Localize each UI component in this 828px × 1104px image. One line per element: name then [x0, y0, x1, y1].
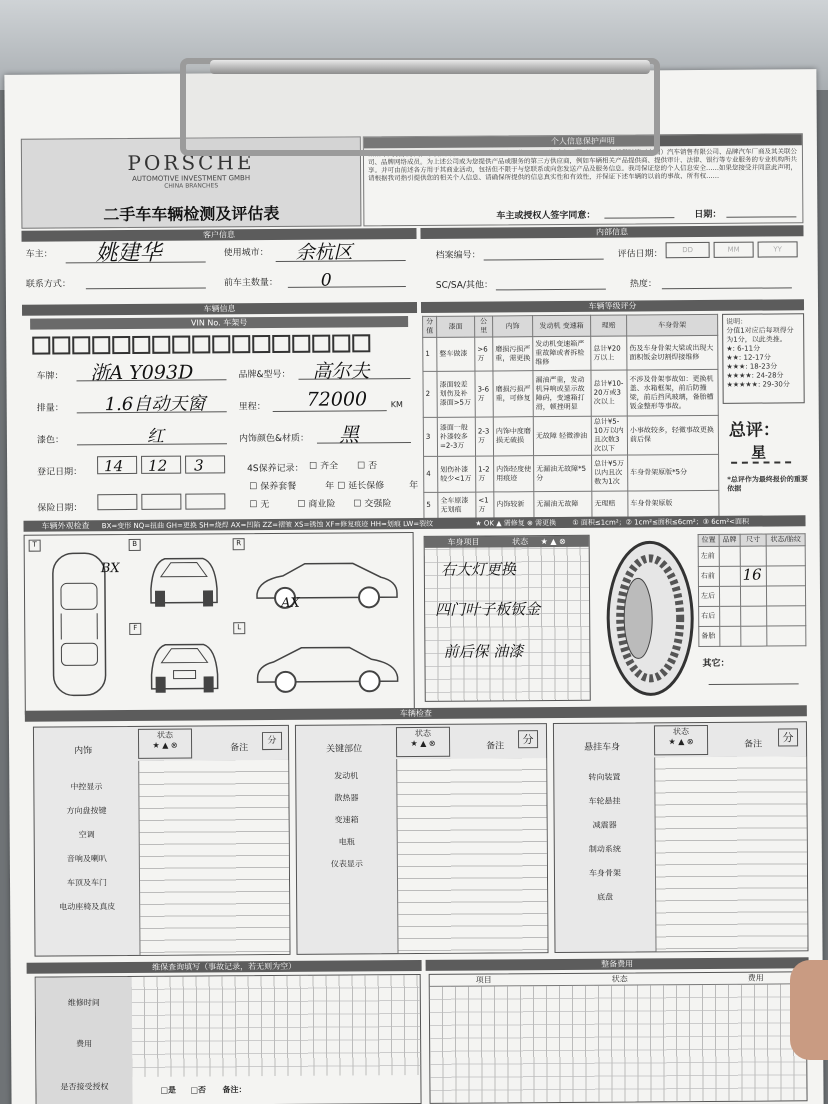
view-label-b: B	[129, 539, 141, 551]
total-note: *总评作为最终报价的重要依据	[727, 475, 808, 493]
exterior-legend2: ★ OK ▲ 需修复 ⊗ 需更换	[475, 519, 557, 528]
suspension-check-title: 悬挂车身	[584, 742, 621, 753]
checkbox-icon: ☐	[357, 461, 366, 472]
vin-cell[interactable]	[292, 335, 310, 353]
ins-commercial-label: 商业险	[308, 499, 336, 510]
thumb	[790, 960, 828, 1060]
tire-position: 右后	[699, 606, 720, 626]
view-label-t: T	[29, 540, 41, 552]
tire-col: 位置	[698, 534, 719, 546]
eval-date-label: 评估日期：	[617, 249, 663, 260]
score-box[interactable]: 分	[518, 730, 538, 748]
grade-cell: >6万	[475, 337, 493, 371]
paint-value[interactable]: 红	[146, 426, 164, 447]
ext-label: 延长保修	[348, 481, 385, 492]
tire-row	[698, 546, 805, 567]
maintenance-row-label: 维修时间	[67, 998, 100, 1008]
tire-cell[interactable]	[766, 546, 805, 566]
check-item: 车身骨架	[588, 868, 621, 878]
grade-cell: 磨损污损严重，需更换	[493, 337, 533, 371]
maint-no-label: 否	[368, 461, 378, 472]
interior-check-grid	[138, 760, 289, 955]
tire-cell[interactable]	[740, 566, 767, 586]
grade-cell: 无漏油无故障	[534, 491, 592, 517]
maintenance-yes[interactable]: □是	[160, 1085, 177, 1095]
interior-check-panel	[33, 725, 291, 957]
grade-cell: 内饰中度磨损无破损	[493, 417, 533, 456]
mileage-value[interactable]: 72000	[306, 388, 368, 411]
exterior-title: 车辆外观检查	[41, 521, 90, 531]
grade-cell: 车身骨架原版	[628, 490, 719, 517]
checkbox-icon: ☐	[353, 499, 362, 510]
form-title: 二手车车辆检测及评估表	[103, 203, 280, 225]
check-item: 散热器	[334, 793, 359, 803]
grade-cell: 总计¥5万以内且次数为1次	[592, 455, 628, 491]
privacy-sign-label: 车主或授权人签字同意：	[496, 210, 596, 222]
tire-position: 备胎	[699, 626, 720, 646]
key-check-title: 关键部位	[326, 744, 363, 755]
tire-col: 尺寸	[740, 534, 767, 546]
maint-full-label: 齐全	[320, 461, 339, 472]
tire-row	[698, 586, 805, 607]
owner-label: 车主：	[25, 249, 53, 260]
refurb-bar: 整备费用	[426, 957, 809, 971]
checkbox-icon: ☐	[249, 500, 258, 511]
grade-row	[424, 490, 719, 518]
interior-check-title: 内饰	[74, 746, 93, 757]
maintenance-panel	[35, 974, 422, 1104]
view-label-l: L	[233, 622, 245, 634]
grade-cell: 2	[423, 371, 437, 417]
grade-header: 内饰	[493, 316, 533, 337]
grade-cell: 无漏油无故障*5分	[534, 455, 592, 491]
tire-col: 品牌	[719, 534, 740, 546]
reg-dd-value: 14	[104, 457, 124, 476]
interior-color-label: 内饰颜色&材质：	[238, 433, 309, 445]
tire-cell[interactable]	[740, 626, 767, 646]
tire-col: 状态/胎纹	[766, 534, 805, 546]
maintenance-labels	[36, 977, 133, 1104]
car-right-view[interactable]	[253, 553, 401, 614]
body-note[interactable]: 右大灯更换	[440, 560, 516, 579]
brand-sub2: CHINA BRANCHES	[164, 182, 219, 190]
archive-label: 档案编号：	[435, 250, 481, 261]
grade-cell: 内饰轻度使用痕迹	[494, 456, 534, 492]
vin-cell[interactable]	[252, 335, 270, 353]
status-title: 状态	[156, 730, 174, 740]
check-item: 音响及喇叭	[66, 854, 107, 864]
star-rule: ★★: 12-17分	[726, 353, 771, 362]
reg-dd[interactable]	[97, 456, 137, 474]
ins-none-checkbox[interactable]	[249, 497, 269, 510]
displacement-value[interactable]: 1.6自动天窗	[104, 393, 206, 416]
privacy-date-label: 日期：	[694, 209, 722, 221]
tire-position: 左前	[698, 546, 719, 566]
brand-model-value[interactable]: 高尔夫	[312, 360, 370, 383]
contact-label: 联系方式：	[25, 279, 71, 290]
maintenance-row-label: 费用	[76, 1039, 93, 1049]
reg-yy[interactable]	[185, 455, 225, 473]
eval-dd-hint: DD	[682, 246, 694, 255]
body-notes-col2: 状态	[512, 537, 529, 547]
maintenance-no[interactable]: □否	[190, 1085, 207, 1095]
body-notes-box	[424, 535, 591, 702]
vin-cell[interactable]	[72, 336, 90, 354]
grade-cell: 整车做漆	[437, 337, 475, 371]
brand-sub1: AUTOMOTIVE INVESTMENT GMBH	[132, 174, 251, 183]
status-header	[138, 729, 192, 759]
total-line	[731, 461, 791, 463]
city-value[interactable]: 余杭区	[295, 241, 353, 264]
privacy-date-field[interactable]	[726, 216, 796, 217]
status-header	[654, 725, 708, 755]
eval-yy-hint: YY	[773, 245, 782, 254]
tire-cell[interactable]	[719, 546, 740, 566]
grade-cell: 2-3万	[475, 417, 493, 456]
maintenance-grid[interactable]	[132, 975, 421, 1077]
tire-cell[interactable]	[719, 586, 740, 606]
grade-header: 理赔	[591, 315, 627, 336]
status-icons: ★ ▲ ⊗	[410, 738, 436, 749]
tire-illustration	[598, 538, 697, 699]
pkg-checkbox[interactable]	[249, 479, 296, 492]
eval-dd[interactable]	[666, 242, 710, 258]
grade-note-text: 分值1对应后每项得分为1分，以此类推。	[726, 326, 794, 344]
tire-header-row	[698, 534, 805, 547]
grade-cell: 无理赔	[592, 491, 628, 517]
score-box[interactable]: 分	[778, 728, 798, 746]
key-check-panel	[295, 723, 549, 955]
sc-field[interactable]	[496, 289, 606, 291]
vin-cell[interactable]	[172, 336, 190, 354]
status-header	[396, 727, 450, 757]
body-notes-col1: 车身项目	[447, 537, 480, 547]
privacy-text: ……个人联系方式、车辆照片、行驶证照片以及车辆使用……（包含但不限于）……包括保时捷（中国）汽车销售有限公司、品牌汽车厂商及其关联公司、品牌网络成员。为上述公司或为您提供产品或服务的第三方供应商，例如车辆相关产品提供商、提供审计、法律、银行等专业服务的专业机构所共享。并可由前述各方用于其商业活动，包括但不限于与您联系或向您发送产品及服务信息。我司保证您的个人信息安全……如果您接受并同意此声明，请根据我司指引提供您的相关个人信息、请确保所提供的信息真实性和有效性，并保证下述车辆的以前的事故、所有权……	[367, 147, 798, 183]
grade-header-row	[423, 314, 718, 337]
vin-cell[interactable]	[152, 336, 170, 354]
vehicle-bar: 车辆信息	[22, 302, 417, 316]
status-title: 状态	[414, 728, 432, 738]
grade-cell: 5	[424, 492, 438, 518]
grade-cell: 3	[423, 417, 437, 456]
paint-label: 漆色：	[36, 435, 64, 446]
heat-label: 热度：	[629, 279, 657, 290]
check-item: 变速箱	[334, 815, 359, 825]
remarks-title: 备注	[230, 743, 249, 754]
star-rule: ★: 6-11分	[726, 344, 761, 353]
grade-note-title: 说明：	[726, 317, 748, 326]
grade-cell: 漏油严重，发动机异响或显示故障码，变速箱打滑，顿挫明显	[533, 370, 591, 416]
ext-checkbox[interactable]	[337, 478, 384, 491]
exterior-bar	[23, 515, 805, 531]
internal-bar: 内部信息	[420, 225, 803, 239]
refurb-col: 费用	[747, 973, 764, 983]
vin-cell[interactable]	[132, 336, 150, 354]
refurb-grid[interactable]	[430, 984, 807, 1103]
grade-cell: 车身骨架原版*5分	[628, 454, 719, 491]
vin-cell[interactable]	[332, 334, 350, 352]
ins-dd[interactable]	[97, 494, 137, 510]
vin-cell[interactable]	[32, 337, 50, 355]
vin-cell[interactable]	[312, 335, 330, 353]
vin-cell[interactable]	[352, 334, 370, 352]
tire-row	[698, 566, 805, 587]
heat-field[interactable]	[662, 287, 792, 289]
interior-color-value[interactable]: 黑	[338, 422, 359, 447]
car-diagram-area	[24, 532, 415, 715]
car-front-view[interactable]	[143, 634, 225, 699]
vin-cell[interactable]	[112, 336, 130, 354]
tire-cell[interactable]	[767, 586, 806, 606]
plate-value[interactable]: 浙A Y093D	[90, 361, 194, 385]
star-rule: ★★★★★: 29-30分	[726, 380, 790, 389]
tire-cell[interactable]	[719, 566, 740, 586]
archive-field[interactable]	[484, 259, 604, 261]
reg-mm-value: 12	[148, 456, 168, 475]
tire-cell[interactable]	[719, 606, 740, 626]
refurb-panel	[429, 971, 808, 1104]
maintenance-remark: 备注：	[222, 1085, 247, 1095]
city-label: 使用城市：	[223, 248, 269, 259]
owner-value[interactable]: 姚建华	[95, 240, 162, 267]
checkbox-icon: ☐	[337, 481, 346, 492]
vin-cell[interactable]	[272, 335, 290, 353]
grade-notes	[722, 313, 805, 404]
displacement-label: 排量：	[36, 403, 64, 414]
contact-field[interactable]	[86, 287, 206, 289]
refurb-col: 状态	[611, 974, 628, 984]
ins-commercial-checkbox[interactable]	[297, 497, 335, 510]
plate-label: 车牌：	[36, 371, 64, 382]
grade-cell: 磨损污损严重，可修复	[493, 371, 533, 417]
status-icons: ★ ▲ ⊗	[152, 740, 178, 750]
grade-cell: 划伤补漆较少<1万	[438, 456, 476, 492]
clipboard-bar	[210, 60, 650, 74]
check-item: 制动系统	[588, 844, 621, 854]
vin-bar: VIN No. 车架号	[30, 316, 408, 330]
grade-header: 公里	[475, 316, 493, 337]
total-label: 总评：	[728, 420, 780, 441]
tire-cell[interactable]	[740, 546, 767, 566]
check-item: 电瓶	[338, 837, 355, 847]
grade-cell: 小事故较多，轻微事故更换前后保	[627, 415, 718, 455]
tire-cell[interactable]	[720, 626, 741, 646]
reg-mm[interactable]	[141, 456, 181, 474]
checkbox-icon: ☐	[309, 461, 318, 472]
privacy-sign-field[interactable]	[604, 217, 674, 218]
tire-cell[interactable]	[766, 566, 805, 586]
interior-check-items	[34, 775, 139, 920]
vin-cell[interactable]	[192, 335, 210, 353]
mark-bx: BX	[100, 561, 120, 577]
prev-owner-line	[288, 286, 406, 288]
view-label-f: F	[129, 623, 141, 635]
grade-bar: 车辆等级评分	[421, 299, 804, 313]
grade-cell: 总计¥5-10万以内且次数3次以下	[591, 416, 627, 455]
ins-yy[interactable]	[185, 493, 225, 509]
check-item: 空调	[78, 830, 95, 840]
key-check-grid	[396, 758, 547, 953]
grade-cell: 不涉及骨架事故如：更换机盖、水箱框架，前后防撞梁，前后挡风玻璃，备胎槽钣金整形等事故。	[627, 369, 718, 416]
vin-cell[interactable]	[92, 336, 110, 354]
view-label-r: R	[233, 538, 245, 550]
score-box[interactable]: 分	[262, 732, 282, 750]
grade-header: 发动机 变速箱	[533, 315, 591, 336]
mark-ax: AX	[281, 595, 300, 611]
maint-no-checkbox[interactable]	[357, 458, 377, 471]
pkg-year: 年	[325, 481, 335, 492]
tire-size-value: 16	[742, 565, 762, 584]
tire-position: 左后	[698, 586, 719, 606]
refurb-col: 项目	[475, 975, 492, 985]
vin-cell[interactable]	[212, 335, 230, 353]
grade-cell: <1万	[476, 492, 494, 518]
brand-model-label: 品牌&型号：	[238, 369, 291, 381]
star-rule: ★★★: 18-23分	[726, 362, 778, 371]
grade-row	[423, 369, 718, 417]
body-note[interactable]: 前后保 油漆	[443, 642, 524, 661]
ins-date-label: 保险日期：	[37, 503, 83, 514]
reg-yy-value: 3	[194, 456, 204, 475]
grade-header: 分值	[423, 316, 437, 337]
status-icons: ★ ▲ ⊗	[668, 737, 694, 747]
total-value[interactable]: 星	[750, 443, 767, 462]
grade-cell: 全车原漆无划痕	[438, 492, 476, 518]
ins-mm[interactable]	[141, 494, 181, 510]
star-rule: ★★★★: 24-28分	[726, 371, 784, 380]
status-icons: ★ ▲ ⊗	[540, 536, 566, 547]
pkg-label: 保养套餐	[260, 481, 297, 493]
remarks-title: 备注	[486, 741, 505, 752]
check-item: 发动机	[334, 771, 359, 781]
tire-other-field[interactable]	[709, 683, 799, 685]
check-item: 仪表显示	[330, 859, 363, 869]
grade-cell: 总计¥10-20万或3次以上	[591, 370, 627, 416]
grade-cell: 伤及车身骨架大梁或出现大面积钣金切割焊接维修	[627, 335, 718, 370]
checkbox-icon: ☐	[249, 482, 258, 493]
tire-row	[699, 626, 806, 647]
customer-bar: 客户信息	[21, 228, 416, 242]
grade-cell: 1	[423, 337, 437, 371]
body-notes-header	[425, 536, 589, 548]
check-item: 减震器	[592, 820, 617, 830]
grade-cell: 漆面一般补漆较多=2-3万	[437, 417, 475, 456]
exterior-legend3: ① 面积≤1cm²；② 1cm²≤面积≤6cm²；③ 6cm²<面积	[572, 517, 750, 527]
check-bar: 车辆检查	[25, 705, 807, 721]
grade-cell: 1-2万	[476, 456, 494, 492]
prev-owner-value[interactable]: 0	[320, 270, 332, 291]
tire-cell[interactable]	[740, 606, 767, 626]
tire-cell[interactable]	[767, 626, 806, 646]
eval-mm[interactable]	[714, 242, 754, 258]
inspection-form	[4, 69, 823, 1104]
maint-label: 4S保养记录：	[247, 463, 304, 475]
mileage-label: 里程：	[238, 402, 266, 413]
vin-cell[interactable]	[232, 335, 250, 353]
check-item: 车顶及车门	[66, 878, 108, 888]
maintenance-bar: 维保查询填写（事故记录，若无则为空）	[27, 960, 422, 974]
grade-cell: 总计¥20万以上	[591, 336, 627, 370]
maintenance-row-label: 是否接受授权	[60, 1082, 109, 1092]
car-left-view[interactable]	[253, 637, 401, 698]
vin-cell[interactable]	[52, 336, 70, 354]
check-item: 中控显示	[70, 782, 103, 792]
checkbox-icon: ☐	[297, 499, 306, 510]
ins-none-label: 无	[260, 500, 270, 511]
check-item: 电动座椅及真皮	[59, 902, 116, 912]
ins-compulsory-label: 交强险	[364, 499, 392, 510]
key-check-items	[296, 765, 397, 876]
grade-cell: 4	[424, 456, 438, 492]
remarks-title: 备注	[744, 739, 763, 750]
tire-row	[699, 606, 806, 627]
grade-cell: 发动机变速箱严重故障或者拆检维修	[533, 336, 591, 370]
tire-other-label: 其它：	[702, 658, 730, 669]
suspension-check-grid	[654, 756, 807, 951]
vin-boxes[interactable]	[32, 334, 412, 358]
grade-header: 漆面	[437, 316, 475, 337]
privacy-title: 个人信息保护声明	[364, 134, 802, 148]
sc-label: SC/SA/其他：	[435, 280, 494, 291]
grade-cell: 内饰较新	[494, 492, 534, 518]
tire-cell[interactable]	[740, 586, 767, 606]
grade-table	[422, 314, 719, 519]
grade-cell: 漆面较差划伤及补漆面>5万	[437, 371, 475, 417]
check-item: 底盘	[597, 892, 614, 902]
ext-year: 年	[409, 480, 419, 492]
tire-table	[698, 533, 807, 647]
car-rear-view[interactable]	[143, 548, 225, 613]
eval-mm-hint: MM	[727, 245, 740, 254]
status-title: 状态	[672, 727, 690, 737]
exterior-legend: BX=变形 NQ=扭曲 GH=更换 SH=烧焊 AX=凹陷 ZZ=褶皱 XS=锈蚀 XF=修复痕迹 HH=划痕 LW=裂纹	[101, 519, 434, 531]
mileage-unit: KM	[390, 400, 403, 410]
grade-row	[424, 454, 719, 492]
check-item: 转向装置	[588, 772, 621, 782]
body-note[interactable]: 四门叶子板钣金	[435, 600, 541, 619]
maint-full-checkbox[interactable]	[309, 459, 338, 472]
grade-row	[423, 415, 718, 456]
brand-logo: PORSCHE	[127, 150, 255, 175]
grade-header: 车身骨架	[627, 314, 718, 336]
reg-date-label: 登记日期：	[37, 467, 83, 478]
tire-cell[interactable]	[767, 606, 806, 626]
tire-position: 右前	[698, 566, 719, 586]
mileage-line	[273, 410, 387, 412]
prev-owner-label: 前车主数量：	[223, 277, 278, 289]
grade-cell: 无故障 轻微渗油	[533, 416, 591, 455]
suspension-check-panel	[553, 721, 809, 953]
grade-cell: 3-6万	[475, 371, 493, 417]
check-item: 方向盘按键	[66, 806, 107, 816]
check-item: 车轮悬挂	[588, 796, 621, 806]
grade-row	[423, 335, 718, 371]
suspension-check-items	[554, 765, 655, 910]
eval-yy[interactable]	[758, 241, 798, 257]
ins-compulsory-checkbox[interactable]	[353, 496, 391, 509]
interior-color-line	[317, 442, 411, 444]
